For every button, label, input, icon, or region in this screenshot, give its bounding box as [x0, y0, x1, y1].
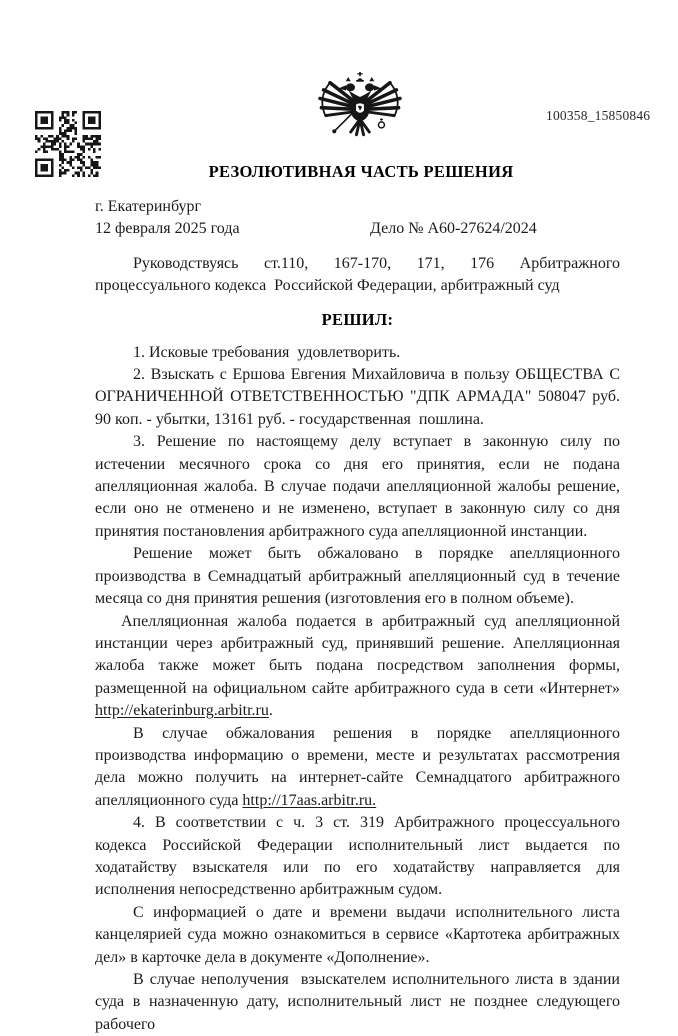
ekaterinburg-arbitr-url: http://ekaterinburg.arbitr.ru: [95, 702, 269, 720]
case-meta: [95, 196, 620, 241]
order-item-3: 3. Решение по настоящему делу вступает в законную силу по истечении месячного срока со дня его принятия, если не подана апелляционная жалоба. В случае подачи апелляционной жалобы решение, если оно не отменено и не изменено, вступает в законную силу со дня принятия постановления арбитражного суда апелляционной инстанции.: [95, 433, 624, 540]
writ-nonreceipt-paragraph: В случае неполучения взыскателем исполнительного листа в здании суда в назначенную дату, исполнительный лист не позднее следующего рабочего: [95, 971, 624, 1033]
17aas-arbitr-url: http://17aas.arbitr.ru.: [242, 791, 377, 809]
appeal-procedure-paragraph: Решение может быть обжаловано в порядке апелляционного производства в Семнадцатый арбитражный апелляционный суд в течение месяца со дня принятия решения (изготовления его в полном объеме).: [95, 545, 624, 608]
document-body: [95, 196, 624, 1036]
preamble-paragraph: Руководствуясь ст.110, 167-170, 171, 176 Арбитражного процессуального кодекса Российской Федерации, арбитражный суд: [95, 254, 624, 295]
scanned-court-document: [0, 72, 678, 1032]
case-number: Дело № А60-27624/2024: [370, 220, 537, 238]
appeal-info-paragraph: [95, 723, 624, 813]
date-case-row: [95, 218, 620, 240]
writ-info-paragraph: С информацией о дате и времени выдачи исполнительного листа канцелярией суда можно ознакомиться в сервисе «Картотека арбитражных дел» в карточке дела в документе «Дополнение».: [95, 903, 624, 966]
url-suffix: .: [268, 702, 273, 720]
order-item-4: 4. В соответствии с ч. 3 ст. 319 Арбитражного процессуального кодекса Российской Федерации исполнительный лист выдается по ходатайству взыскателя или по его ходатайству направляется для исполнения непосредственно арбитражным судом.: [95, 814, 624, 899]
date-label: 12 февраля 2025 года: [95, 220, 240, 238]
resolution-heading: РЕШИЛ:: [321, 309, 394, 329]
double-headed-eagle-icon: [317, 72, 403, 152]
document-title: РЕЗОЛЮТИВНАЯ ЧАСТЬ РЕШЕНИЯ: [208, 162, 514, 181]
order-item-2: 2. Взыскать с Ершова Евгения Михайловича в пользу ОБЩЕСТВА С ОГРАНИЧЕННОЙ ОТВЕТСТВЕННОСТЬЮ "ДПК АРМАДА" 508047 руб. 90 коп. - убытки, 13161 руб. - государственная пошлина.: [95, 366, 624, 428]
city-label: г. Екатеринбург: [95, 198, 202, 215]
paragraph-text: В случае обжалования решения в порядке апелляционного производства информацию о времени, месте и результатах рассмотрения дела можно получить на интернет-сайте Семнадцатого арбитражного апелляционного суда: [95, 724, 624, 809]
paragraph-text: Апелляционная жалоба подается в арбитражный суд апелляционной инстанции через арбитражный суд, принявший решение. Апелляционная жалоба также может быть подана посредством заполнения формы, размещенной на официальном сайте арбитражного суда в сети «Интернет»: [95, 612, 624, 697]
russia-coat-of-arms-icon: [317, 72, 403, 152]
appeal-filing-paragraph: [95, 611, 624, 723]
order-item-1: 1. Исковые требования удовлетворить.: [133, 343, 401, 361]
document-id: 100358_15850846: [546, 108, 651, 123]
